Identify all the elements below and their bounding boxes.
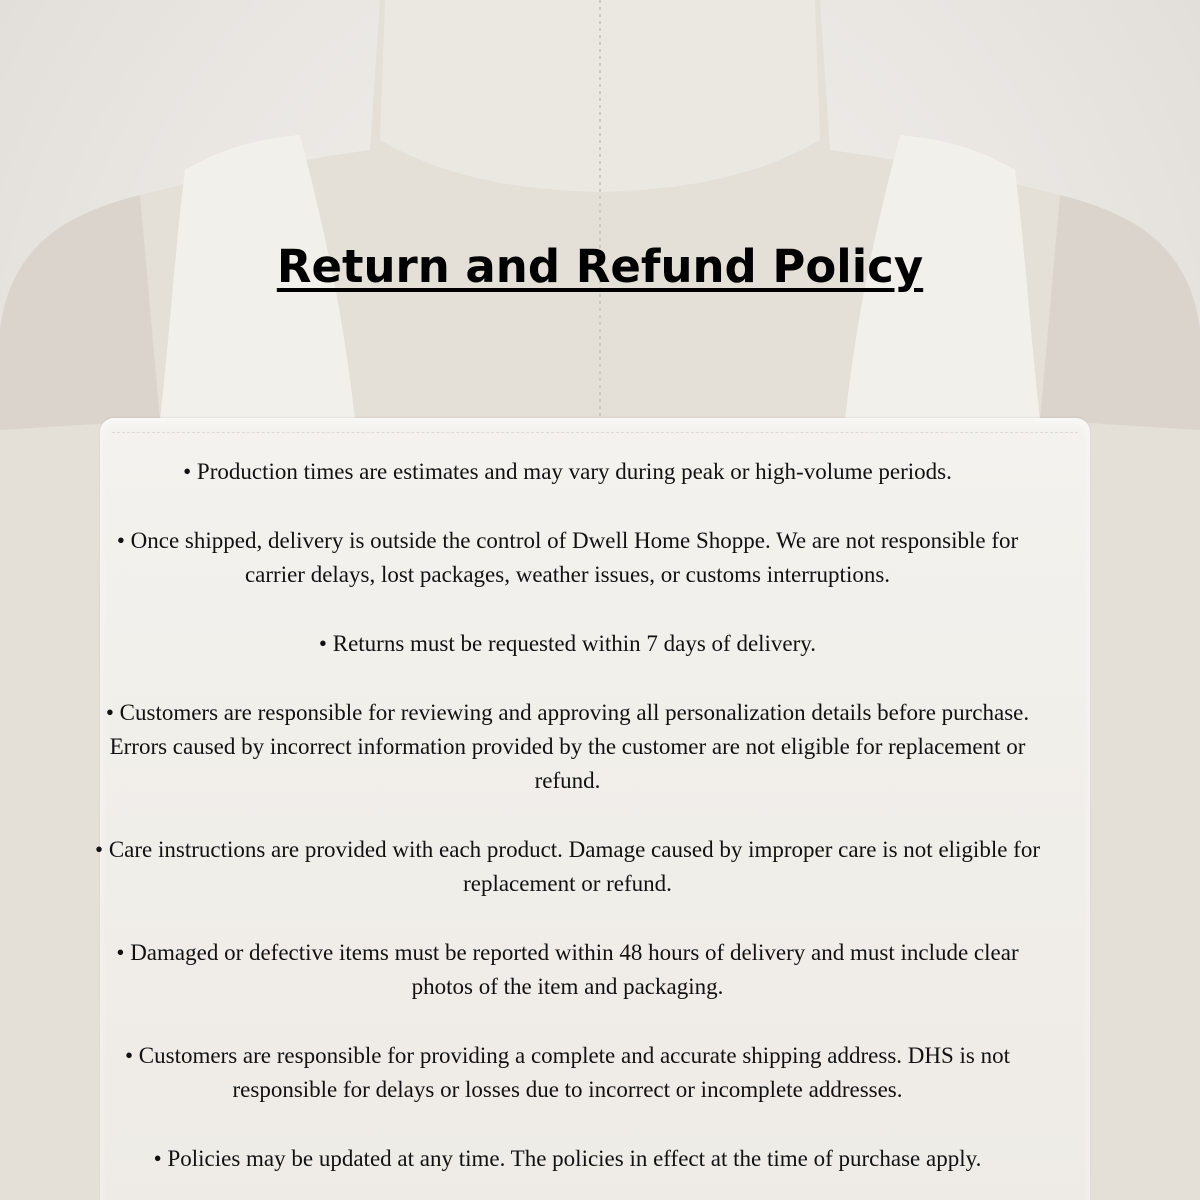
- bullet-icon: •: [124, 1043, 134, 1068]
- list-item: [95, 833, 1040, 901]
- shoulder-shadow-right: [1040, 195, 1200, 430]
- list-item: [95, 455, 1040, 489]
- list-item: [95, 627, 1040, 661]
- bullet-icon: •: [95, 837, 104, 862]
- shoulder-shadow-left: [0, 195, 160, 430]
- list-item: [95, 1039, 1040, 1107]
- policy-text: Returns must be requested within 7 days of delivery.: [332, 631, 817, 656]
- list-item: [95, 696, 1040, 798]
- bullet-icon: •: [105, 700, 114, 725]
- bullet-icon: •: [116, 528, 125, 553]
- page-title: [0, 240, 1200, 293]
- apron-top-stitching: [112, 432, 1078, 433]
- policy-list: [95, 455, 1040, 1200]
- list-item: [95, 524, 1040, 592]
- policy-text: Policies may be updated at any time. The policies in effect at the time of purchase apply.: [167, 1146, 982, 1171]
- bullet-icon: •: [183, 459, 192, 484]
- list-item: [95, 1142, 1040, 1176]
- bullet-icon: •: [116, 940, 125, 965]
- policy-text: Production times are estimates and may vary during peak or high-volume periods.: [196, 459, 952, 484]
- list-item: [95, 936, 1040, 1004]
- policy-text: Once shipped, delivery is outside the control of Dwell Home Shoppe. We are not responsible for carrier delays, lost packages, weather issues, or customs interruptions.: [130, 528, 1019, 587]
- policy-text: Damaged or defective items must be reported within 48 hours of delivery and must include clear photos of the item and packaging.: [130, 940, 1019, 999]
- bullet-icon: •: [153, 1146, 162, 1171]
- title-text: Return and Refund Policy: [276, 240, 924, 293]
- policy-text: Customers are responsible for providing a complete and accurate shipping address. DHS is not responsible for delays or losses due to incorrect or incomplete addresses.: [138, 1043, 1011, 1102]
- policy-text: Care instructions are provided with each product. Damage caused by improper care is not eligible for replacement or refund.: [108, 837, 1040, 896]
- policy-text: Customers are responsible for reviewing and approving all personalization details before purchase. Errors caused by incorrect information provided by the customer are not eligible for replacement or refund.: [109, 700, 1030, 793]
- bullet-icon: •: [318, 631, 327, 656]
